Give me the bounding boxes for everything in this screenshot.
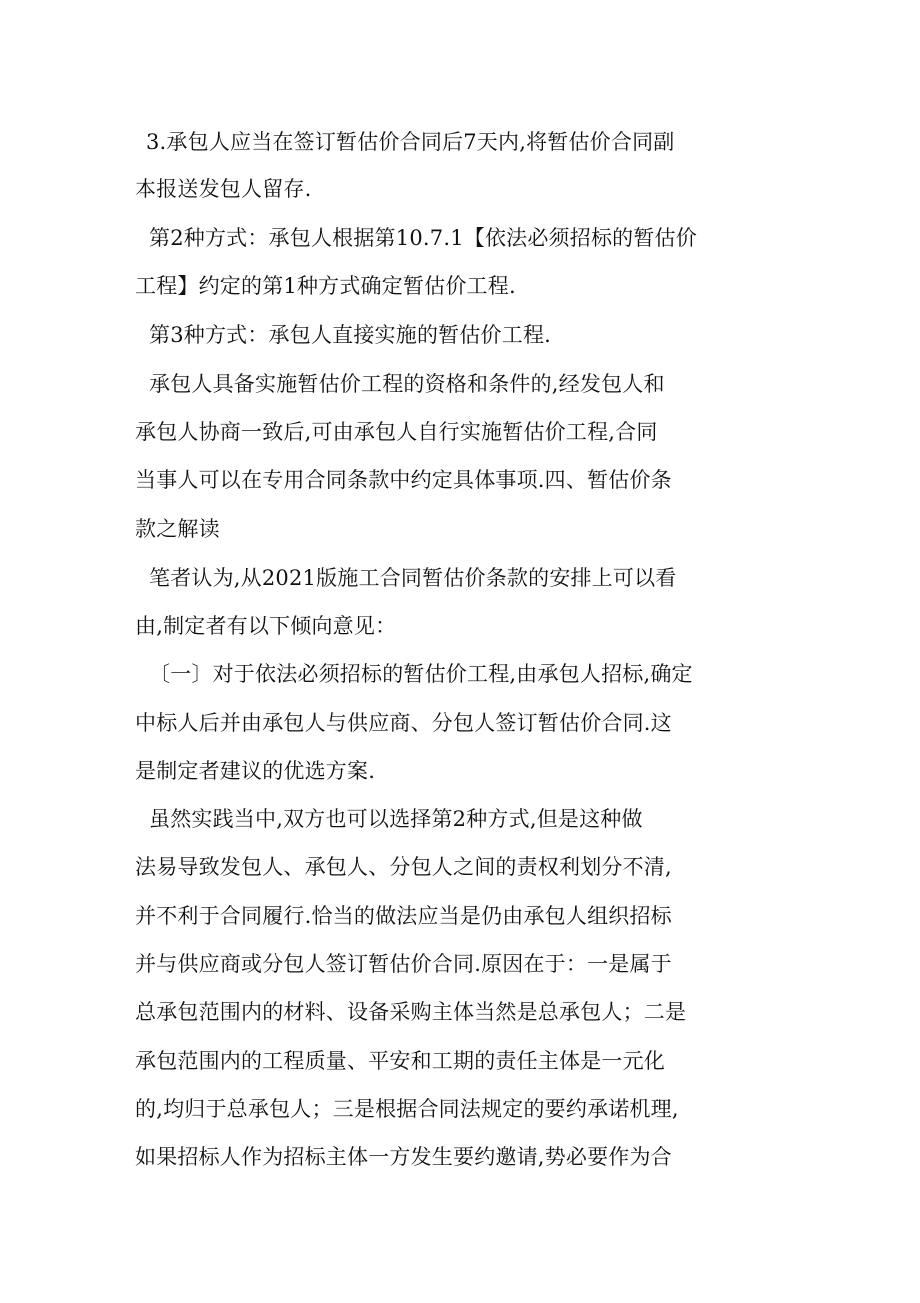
text-line: 是制定者建议的优选方案. bbox=[135, 759, 376, 783]
text-line: 如果招标人作为招标主体一方发生要约邀请,势必要作为合 bbox=[135, 1145, 672, 1169]
text-line: 3.承包人应当在签订暂估价合同后7天内,将暂估价合同副 bbox=[146, 130, 675, 154]
text-line: 〔一〕对于依法必须招标的暂估价工程,由承包人招标,确定 bbox=[149, 662, 693, 686]
text-line: 工程】约定的第1种方式确定暂估价工程. bbox=[135, 274, 516, 298]
text-line: 承包人具备实施暂估价工程的资格和条件的,经发包人和 bbox=[149, 372, 665, 396]
text-line: 本报送发包人留存. bbox=[135, 177, 312, 201]
text-line: 款之解读 bbox=[135, 517, 220, 541]
text-line: 并与供应商或分包人签订暂估价合同.原因在于：一是属于 bbox=[135, 952, 672, 976]
text-line: 虽然实践当中,双方也可以选择第2种方式,但是这种做 bbox=[149, 807, 643, 831]
text-line: 法易导致发包人、承包人、分包人之间的责权利划分不清, bbox=[135, 855, 672, 879]
text-line: 并不利于合同履行.恰当的做法应当是仍由承包人组织招标 bbox=[135, 904, 672, 928]
text-line: 由,制定者有以下倾向意见： bbox=[135, 614, 397, 638]
text-line: 的,均归于总承包人；三是根据合同法规定的要约承诺机理, bbox=[135, 1097, 679, 1121]
text-line: 总承包范围内的材料、设备采购主体当然是总承包人；二是 bbox=[135, 1000, 687, 1024]
text-line: 承包范围内的工程质量、平安和工期的责任主体是一元化 bbox=[135, 1049, 665, 1073]
text-line: 第3种方式：承包人直接实施的暂估价工程. bbox=[149, 323, 552, 347]
text-line: 承包人协商一致后,可由承包人自行实施暂估价工程,合同 bbox=[135, 420, 658, 444]
text-line: 当事人可以在专用合同条款中约定具体事项.四、暂估价条 bbox=[135, 468, 672, 492]
text-line: 第2种方式：承包人根据第10.7.1【依法必须招标的暂估价 bbox=[149, 226, 697, 250]
text-line: 中标人后并由承包人与供应商、分包人签订暂估价合同.这 bbox=[135, 711, 672, 735]
text-line: 笔者认为,从2021版施工合同暂估价条款的安排上可以看 bbox=[149, 566, 677, 590]
